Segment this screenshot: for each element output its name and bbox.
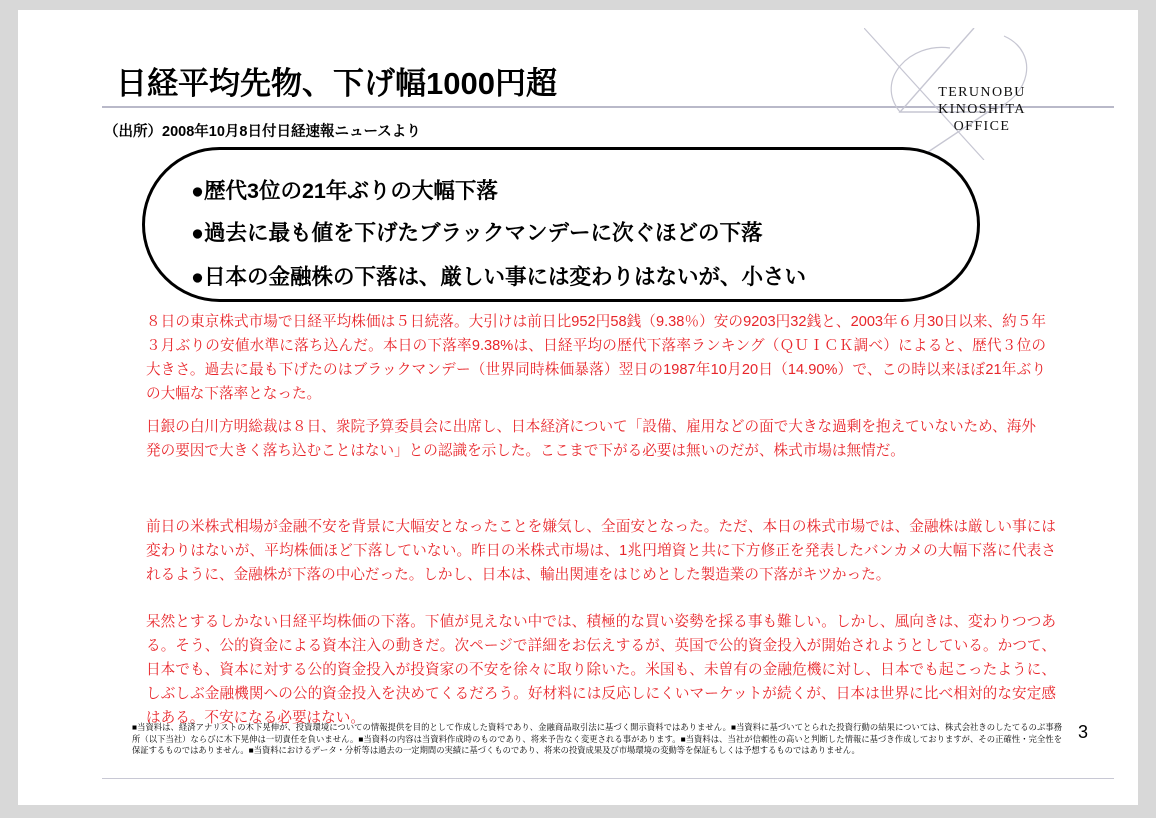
logo-text [892,84,1072,135]
highlight-point-1: ●歴代3位の21年ぶりの大幅下落 [191,179,498,203]
highlight-point-2: ●過去に最も値を下げたブラックマンデーに次ぐほどの下落 [191,221,763,245]
body-paragraph-1: ８日の東京株式市場で日経平均株価は５日続落。大引けは前日比952円58銭（9.38％）安の9203円32銭と、2003年６月30日以来、約５年３月ぶりの安値水準に落ち込んだ。本日の下落率9.38%は、日経平均の歴代下落率ランキング（ＱＵＩＣＫ調べ）によると、歴代３位の大きさ。過去に最も下げたのはブラックマンデー（世界同時株価暴落）翌日の1987年10月20日（14.90%）で、この時以来ほぼ21年ぶりの大幅な下落率となった。 [146,314,1046,402]
logo [864,28,1114,160]
page-title: 日経平均先物、下げ幅1000円超 [116,66,557,101]
page-number: 3 [1078,722,1089,742]
disclaimer-text: ■当資料は、経済アナリストの木下晃伸が、投資環境についての情報提供を目的として作成した資料であり、金融商品取引法に基づく開示資料ではありません。■当資料に基づいてとられた投資行動の結果については、株式会社きのしたてるのぶ事務所（以下当社）ならびに木下晃伸は一切責任を負いません。■当資料の内容は当資料作成時のものであり、将来予告なく変更される事があります。■当資料は、当社が信頼性の高いと判断した情報に基づき作成しておりますが、その正確性・完全性を保証するものではありません。■当資料におけるデータ・分析等は過去の一定期間の実績に基づくものであり、将来の投資成果及び市場環境の変動等を保証もしくは予想するものではありません。 [132,722,1062,755]
logo-line-1: TERUNOBU [938,85,1026,100]
source-note: （出所）2008年10月8日付日経速報ニュースより [104,124,421,140]
body-paragraph-4: 呆然とするしかない日経平均株価の下落。下値が見えない中では、積極的な買い姿勢を採る事も難しい。しかし、風向きは、変わりつつある。そう、公的資金による資本注入の動きだ。次ページで詳細をお伝えするが、英国で公的資金投入が開始されようとしている。かつて、日本でも、資本に対する公的資金投入が投資家の不安を徐々に取り除いた。米国も、未曽有の金融危機に対し、日本でも起こったように、しぶしぶ金融機関への公的資金投入を決めてくるだろう。好材料には反応しにくいマーケットが続くが、日本は世界に比べ相対的な安定感はある。不安になる必要はない。 [146,614,1056,726]
logo-line-3: OFFICE [953,119,1011,134]
body-paragraph-3: 前日の米株式相場が金融不安を背景に大幅安となったことを嫌気し、全面安となった。ただ、本日の株式市場では、金融株は厳しい事には変わりはないが、平均株価ほど下落していない。昨日の米株式市場は、1兆円増資と共に下方修正を発表したバンカメの大幅下落に代表されるように、金融株が下落の中心だった。しかし、日本は、輸出関連をはじめとした製造業の下落がキツかった。 [146,519,1056,583]
footer-divider [102,778,1114,779]
slide-canvas [18,10,1138,805]
highlight-box [142,147,980,302]
logo-line-2: KINOSHITA [938,102,1026,117]
body-paragraph-2: 日銀の白川方明総裁は８日、衆院予算委員会に出席し、日本経済について「設備、雇用などの面で大きな過剰を抱えていないため、海外発の要因で大きく落ち込むことはない」との認識を示した。ここまで下がる必要は無いのだが、株式市場は無情だ。 [146,419,1036,459]
highlight-point-3: ●日本の金融株の下落は、厳しい事には変わりはないが、小さい [191,265,806,289]
